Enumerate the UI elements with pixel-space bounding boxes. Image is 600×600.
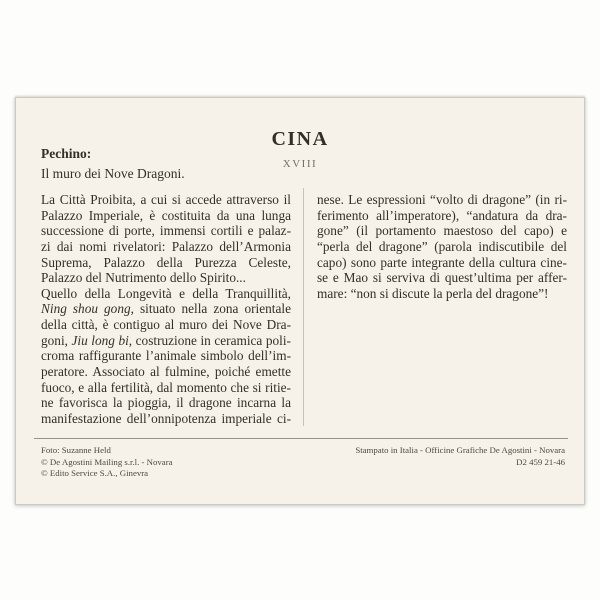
body-text-line: Quello della Longevità e della Tranquillità, xyxy=(41,285,291,301)
body-text-line: successione di porte, immensi cortili e palaz- xyxy=(41,223,291,239)
caption-location: Pechino: xyxy=(41,146,92,161)
caption-subject: Il muro dei Nove Dragoni. xyxy=(41,165,185,181)
body-text-line: Palazzo Imperiale, è costituita da una lunga xyxy=(41,207,291,223)
body-text-line: La Città Proibita, a cui si accede attraverso il xyxy=(41,192,291,207)
body-text-line: goni, Jiu long bi, costruzione in ceramica poli- xyxy=(41,332,291,348)
body-column-right xyxy=(317,192,567,301)
footer-divider xyxy=(34,438,568,439)
footer-printing-info xyxy=(355,445,565,468)
card-title: CINA xyxy=(271,128,329,150)
footer-printing-line: D2 459 21-46 xyxy=(516,456,565,467)
body-text-line: Palazzo del Nutrimento dello Spirito... xyxy=(41,270,246,286)
body-text-line: Ning shou gong, situato nella zona orientale xyxy=(41,301,291,317)
column-divider xyxy=(303,188,304,426)
body-text-line: mare: “non si discute la perla del dragone”! xyxy=(317,285,549,301)
body-text-line: fuoco, e alla fertilità, dal momento che si ritie- xyxy=(41,379,291,395)
body-text-line: manifestazione dell’onnipotenza imperiale ci- xyxy=(41,410,291,426)
body-text-line: della città, è contiguo al muro dei Nove Dra- xyxy=(41,317,291,333)
footer-credit-line: © De Agostini Mailing s.r.l. - Novara xyxy=(41,456,173,467)
postcard-back xyxy=(15,97,585,505)
body-text-line: ne favorisca la pioggia, il dragone incarna la xyxy=(41,395,291,411)
body-text-line: zi dai nomi rivelatori: Palazzo dell’Armonia xyxy=(41,238,291,254)
body-text-line: nese. Le espressioni “volto di dragone” (in ri- xyxy=(317,192,567,207)
body-text-line: se e Mao si serviva di quest’ultima per affer- xyxy=(317,270,567,286)
card-series-number: XVIII xyxy=(282,158,318,170)
body-text-line: croma raffigurante l’animale simbolo dell’im- xyxy=(41,348,291,364)
body-text-line: capo) sono parte integrante della cultura cine- xyxy=(317,254,567,270)
caption-block xyxy=(41,144,185,183)
body-text-line: ferimento all’imperatore), “andatura da dra- xyxy=(317,207,567,223)
footer-credit-line: Foto: Suzanne Held xyxy=(41,445,111,455)
body-column-left xyxy=(41,192,291,427)
footer-credit-line: © Edito Service S.A., Ginevra xyxy=(41,468,149,479)
body-text-line: Suprema, Palazzo della Purezza Celeste, xyxy=(41,254,291,270)
footer-credits xyxy=(41,445,173,480)
body-text-line: “perla del dragone” (parola indiscutibile del xyxy=(317,238,567,254)
body-text-line: peratore. Associato al fulmine, poiché emette xyxy=(41,364,291,380)
body-text-line: gone” (il portamento maestoso del capo) e xyxy=(317,223,567,239)
footer-printing-line: Stampato in Italia - Officine Grafiche De Agostini - Novara xyxy=(355,445,565,455)
